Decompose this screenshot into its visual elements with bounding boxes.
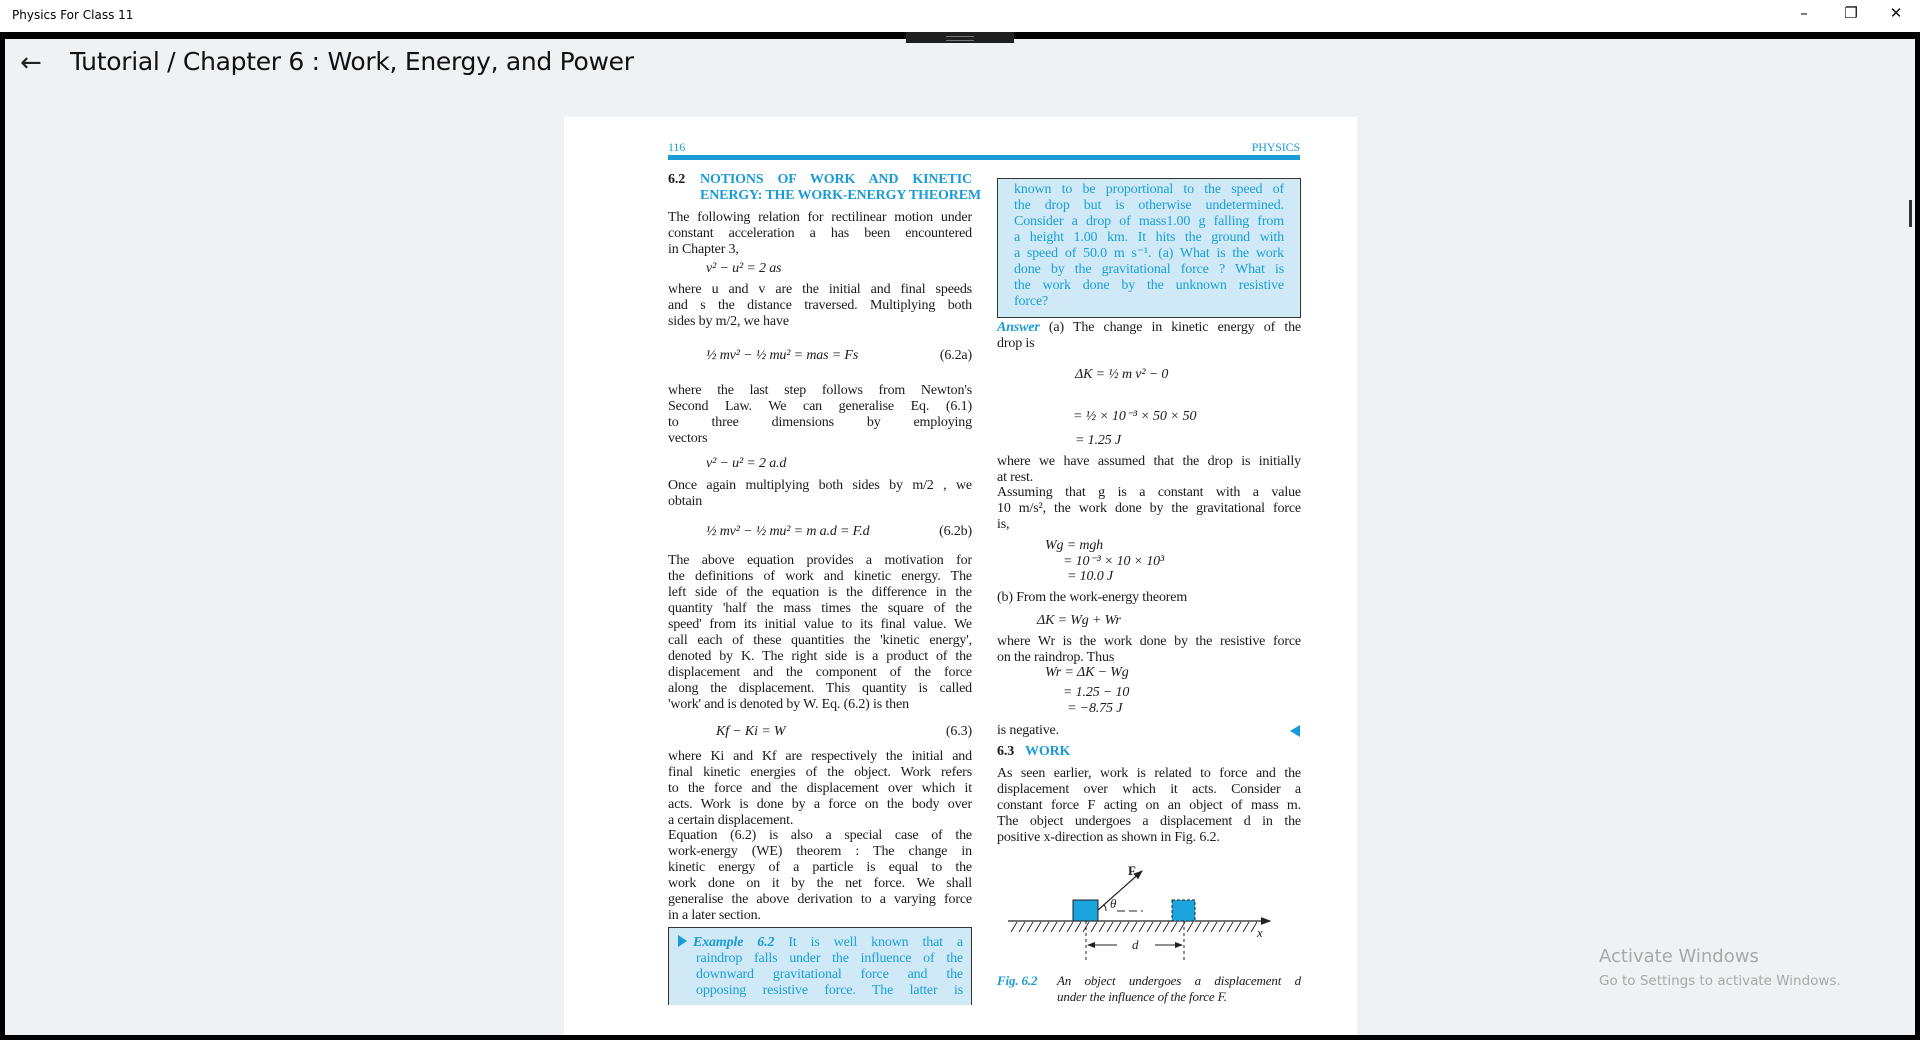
ground-hatch	[1115, 922, 1121, 932]
text-line: constant force F acting on an object of mass m.	[997, 798, 1301, 813]
equation-number: (6.2b)	[939, 524, 972, 539]
paragraph	[997, 485, 1301, 533]
caption-text	[1057, 973, 1301, 1005]
ground-hatch	[1011, 922, 1017, 932]
section-heading	[668, 172, 981, 204]
ground-hatch	[1155, 922, 1161, 932]
text-line: Second Law. We can generalise Eq. (6.1)	[668, 399, 972, 414]
equation-number: (6.2a)	[939, 348, 972, 363]
text-line: to the force and the displacement over which it	[668, 781, 972, 796]
equation-text: = 10⁻³ × 10 × 10³	[1063, 554, 1165, 569]
close-button[interactable]: ✕	[1889, 4, 1903, 22]
equation-text: = 10.0 J	[1067, 569, 1113, 584]
text-line: where Ki and Kf are respectively the initial and	[668, 749, 972, 764]
answer-label: Answer	[997, 320, 1040, 335]
axis-label: x	[1257, 925, 1263, 940]
equation-text: = ½ × 10⁻³ × 50 × 50	[1073, 409, 1197, 424]
section-heading	[997, 744, 1301, 760]
answer-text: (a) The change in kinetic energy of the	[1048, 320, 1301, 335]
text-line: at rest.	[997, 470, 1034, 485]
text-line: the definitions of work and kinetic energy. The	[668, 569, 972, 584]
equation	[997, 433, 1301, 451]
equation-text: ΔK = Wg + Wr	[1037, 613, 1121, 628]
example-line: It is well known that a	[788, 935, 963, 950]
ground-hatch	[1131, 922, 1137, 932]
equation	[668, 724, 972, 742]
ground-hatch	[1163, 922, 1169, 932]
equation-text: ΔK = ½ m v² − 0	[1075, 367, 1169, 382]
text-line: in Chapter 3,	[668, 242, 739, 257]
text-line: along the displacement. This quantity is called	[668, 681, 972, 696]
force-label: F	[1128, 863, 1136, 878]
minimize-button[interactable]: –	[1800, 4, 1808, 22]
example-text	[678, 935, 963, 999]
equation	[668, 261, 972, 279]
ground-hatch	[1187, 922, 1193, 932]
example-label: Example 6.2	[693, 935, 775, 950]
text-line: done by the gravitational force ? What is	[1014, 262, 1284, 277]
text-line: acts. Work is done by a force on the body over	[668, 797, 972, 812]
text-line: The following relation for rectilinear motion under	[668, 210, 972, 225]
text-line: The object undergoes a displacement d in the	[997, 814, 1301, 829]
block-initial	[1073, 900, 1098, 921]
ground-hatch	[1107, 922, 1113, 932]
section-number: 6.2	[668, 172, 686, 187]
ground-hatch	[1043, 922, 1049, 932]
text-line: work-energy (WE) theorem : The change in	[668, 844, 972, 859]
ground-hatch	[1227, 922, 1233, 932]
section-title	[700, 172, 981, 204]
text-line: vectors	[668, 431, 708, 446]
section-number: 6.3	[997, 744, 1015, 759]
text-line: a speed of 50.0 m s⁻¹. (a) What is the work	[1014, 246, 1284, 261]
back-arrow-icon[interactable]: ←	[20, 48, 42, 78]
equation	[997, 665, 1301, 683]
equation-text: ½ mv² − ½ mu² = m a.d = F.d	[706, 524, 870, 539]
text-line: where the last step follows from Newton's	[668, 383, 972, 398]
text-line: work done on it by the net force. We shall	[668, 876, 972, 891]
text-line: 10 m/s², the work done by the gravitational force	[997, 501, 1301, 516]
paragraph	[668, 282, 972, 330]
text-line	[997, 320, 1301, 336]
text-line: drop is	[997, 336, 1035, 351]
angle-label: θ	[1110, 896, 1117, 911]
paragraph	[668, 210, 972, 258]
text-line: and s the distance traversed. Multiplying both	[668, 298, 972, 313]
text-line: positive x-direction as shown in Fig. 6.2.	[997, 830, 1220, 845]
text-line: left side of the equation is the difference in the	[668, 585, 972, 600]
text-line: raindrop falls under the influence of the	[696, 951, 963, 966]
text-line: a certain displacement.	[668, 813, 794, 828]
text-line: speed' from its initial value to its final value. We	[668, 617, 972, 632]
text-line: sides by m/2, we have	[668, 314, 789, 329]
heading-line: NOTIONS OF WORK AND KINETIC	[700, 172, 972, 187]
text-line	[678, 935, 963, 951]
text-line: downward gravitational force and the	[696, 967, 963, 982]
text-line: the drop but is otherwise undetermined.	[1014, 198, 1284, 213]
displacement-label: d	[1132, 937, 1139, 952]
app-title: Physics For Class 11	[12, 8, 134, 22]
ground-hatch	[1195, 922, 1201, 932]
paragraph	[668, 828, 972, 924]
heading-line: ENERGY: THE WORK-ENERGY THEOREM	[700, 188, 981, 203]
text-line: where u and v are the initial and final speeds	[668, 282, 972, 297]
text-line: where we have assumed that the drop is initially	[997, 454, 1301, 469]
text-line: on the raindrop. Thus	[997, 650, 1115, 665]
angle-arc	[1104, 905, 1106, 911]
text-line: Equation (6.2) is also a special case of the	[668, 828, 972, 843]
ground-hatch	[1243, 922, 1249, 932]
equation-text: Kf − Ki = W	[716, 724, 786, 739]
ground-hatch	[1219, 922, 1225, 932]
paragraph	[997, 454, 1301, 486]
text-line: Once again multiplying both sides by m/2 , we	[668, 478, 972, 493]
text-line: where Wr is the work done by the resistive force	[997, 634, 1301, 649]
ground-hatch	[1019, 922, 1025, 932]
ground-hatch	[1059, 922, 1065, 932]
activation-watermark-text: Go to Settings to activate Windows.	[1599, 973, 1841, 989]
paragraph	[997, 590, 1301, 606]
end-of-example-marker-icon	[1290, 725, 1300, 737]
text-line: to three dimensions by employing	[668, 415, 972, 430]
figure-6-2	[997, 855, 1301, 970]
ground-hatch	[1091, 922, 1097, 932]
paragraph	[668, 749, 972, 829]
paragraph	[997, 723, 1301, 739]
equation	[668, 456, 972, 474]
paragraph	[997, 766, 1301, 846]
restore-button[interactable]: ❐	[1844, 4, 1858, 22]
text-line: known to be proportional to the speed of	[1014, 182, 1284, 197]
ground-hatch	[1075, 922, 1081, 932]
title-bar	[0, 0, 1920, 32]
drag-handle[interactable]	[906, 32, 1014, 43]
text-line: The above equation provides a motivation for	[668, 553, 972, 568]
text-line: Consider a drop of mass1.00 g falling from	[1014, 214, 1284, 229]
paragraph	[668, 553, 972, 713]
ground-hatch	[1035, 922, 1041, 932]
equation-text: ½ mv² − ½ mu² = mas = Fs	[706, 348, 859, 363]
text-line: constant acceleration a has been encountered	[668, 226, 972, 241]
ground-hatch	[1171, 922, 1177, 932]
ground-hatch	[1067, 922, 1073, 932]
ground-hatch	[1147, 922, 1153, 932]
equation	[997, 569, 1301, 587]
text-line: displacement over which it acts. Consider a	[997, 782, 1301, 797]
text-line: generalise the above derivation to a varying force	[668, 892, 972, 907]
ground-hatch	[1235, 922, 1241, 932]
equation-number: (6.3)	[945, 724, 972, 739]
equation-text: Wg = mgh	[1045, 538, 1104, 553]
text-line: a height 1.00 km. It hits the ground with	[1014, 230, 1284, 245]
ground-hatch	[1051, 922, 1057, 932]
page-number: 116	[668, 140, 686, 154]
equation-text: = −8.75 J	[1067, 701, 1123, 716]
text-line: final kinetic energies of the object. Work refers	[668, 765, 972, 780]
ground-hatch	[1139, 922, 1145, 932]
text-line: denoted by K. The right side is a product of the	[668, 649, 972, 664]
scrollbar-thumb[interactable]	[1909, 200, 1912, 227]
activation-watermark-title: Activate Windows	[1599, 946, 1759, 967]
paragraph	[668, 478, 972, 510]
text-line: obtain	[668, 494, 703, 509]
equation-text: = 1.25 J	[1075, 433, 1121, 448]
running-head: PHYSICS	[1251, 140, 1300, 154]
ground-hatch	[1027, 922, 1033, 932]
section-title	[1025, 744, 1225, 760]
paragraph	[668, 383, 972, 447]
text-line: under the influence of the force F.	[1057, 989, 1227, 1004]
equation	[997, 613, 1301, 631]
equation	[997, 701, 1301, 719]
text-line: As seen earlier, work is related to force and the	[997, 766, 1301, 781]
ground-hatch	[1123, 922, 1129, 932]
text-line: Assuming that g is a constant with a value	[997, 485, 1301, 500]
equation	[668, 348, 972, 366]
text-line: call each of these quantities the 'kinetic energy',	[668, 633, 972, 648]
equation-text: v² − u² = 2 a.d	[706, 456, 787, 471]
paragraph	[1014, 182, 1284, 310]
caption-label: Fig. 6.2	[997, 973, 1038, 988]
text-line: is,	[997, 517, 1010, 532]
ground-hatch	[1211, 922, 1217, 932]
figure-caption	[997, 973, 1301, 1005]
text-line: is negative.	[997, 723, 1059, 738]
equation	[997, 367, 1301, 385]
text-line: the work done by the unknown resistive	[1014, 278, 1284, 293]
text-line: in a later section.	[668, 908, 761, 923]
text-line: quantity 'half the mass times the square of the	[668, 601, 972, 616]
equation	[997, 408, 1301, 426]
paragraph	[997, 634, 1301, 666]
text-line: kinetic energy of a particle is equal to the	[668, 860, 972, 875]
breadcrumb: Tutorial / Chapter 6 : Work, Energy, and Power	[70, 47, 634, 76]
text-line: opposing resistive force. The latter is	[696, 983, 963, 998]
text-line: force?	[1014, 294, 1049, 309]
equation-text: v² − u² = 2 as	[706, 261, 782, 276]
answer-paragraph	[997, 320, 1301, 352]
text-line: An object undergoes a displacement d	[1057, 973, 1301, 988]
ground-hatch	[1203, 922, 1209, 932]
heading-line: WORK	[1025, 744, 1071, 759]
header-rule	[668, 155, 1300, 160]
block-final	[1172, 900, 1195, 921]
equation	[668, 524, 972, 542]
text-line: displacement and the component of the force	[668, 665, 972, 680]
ground-hatch	[1099, 922, 1105, 932]
text-line: (b) From the work-energy theorem	[997, 590, 1188, 605]
text-line: 'work' and is denoted by W. Eq. (6.2) is then	[668, 697, 909, 712]
example-marker-icon	[678, 935, 687, 947]
equation-text: Wr = ΔK − Wg	[1045, 665, 1129, 680]
equation-text: = 1.25 − 10	[1063, 685, 1130, 700]
